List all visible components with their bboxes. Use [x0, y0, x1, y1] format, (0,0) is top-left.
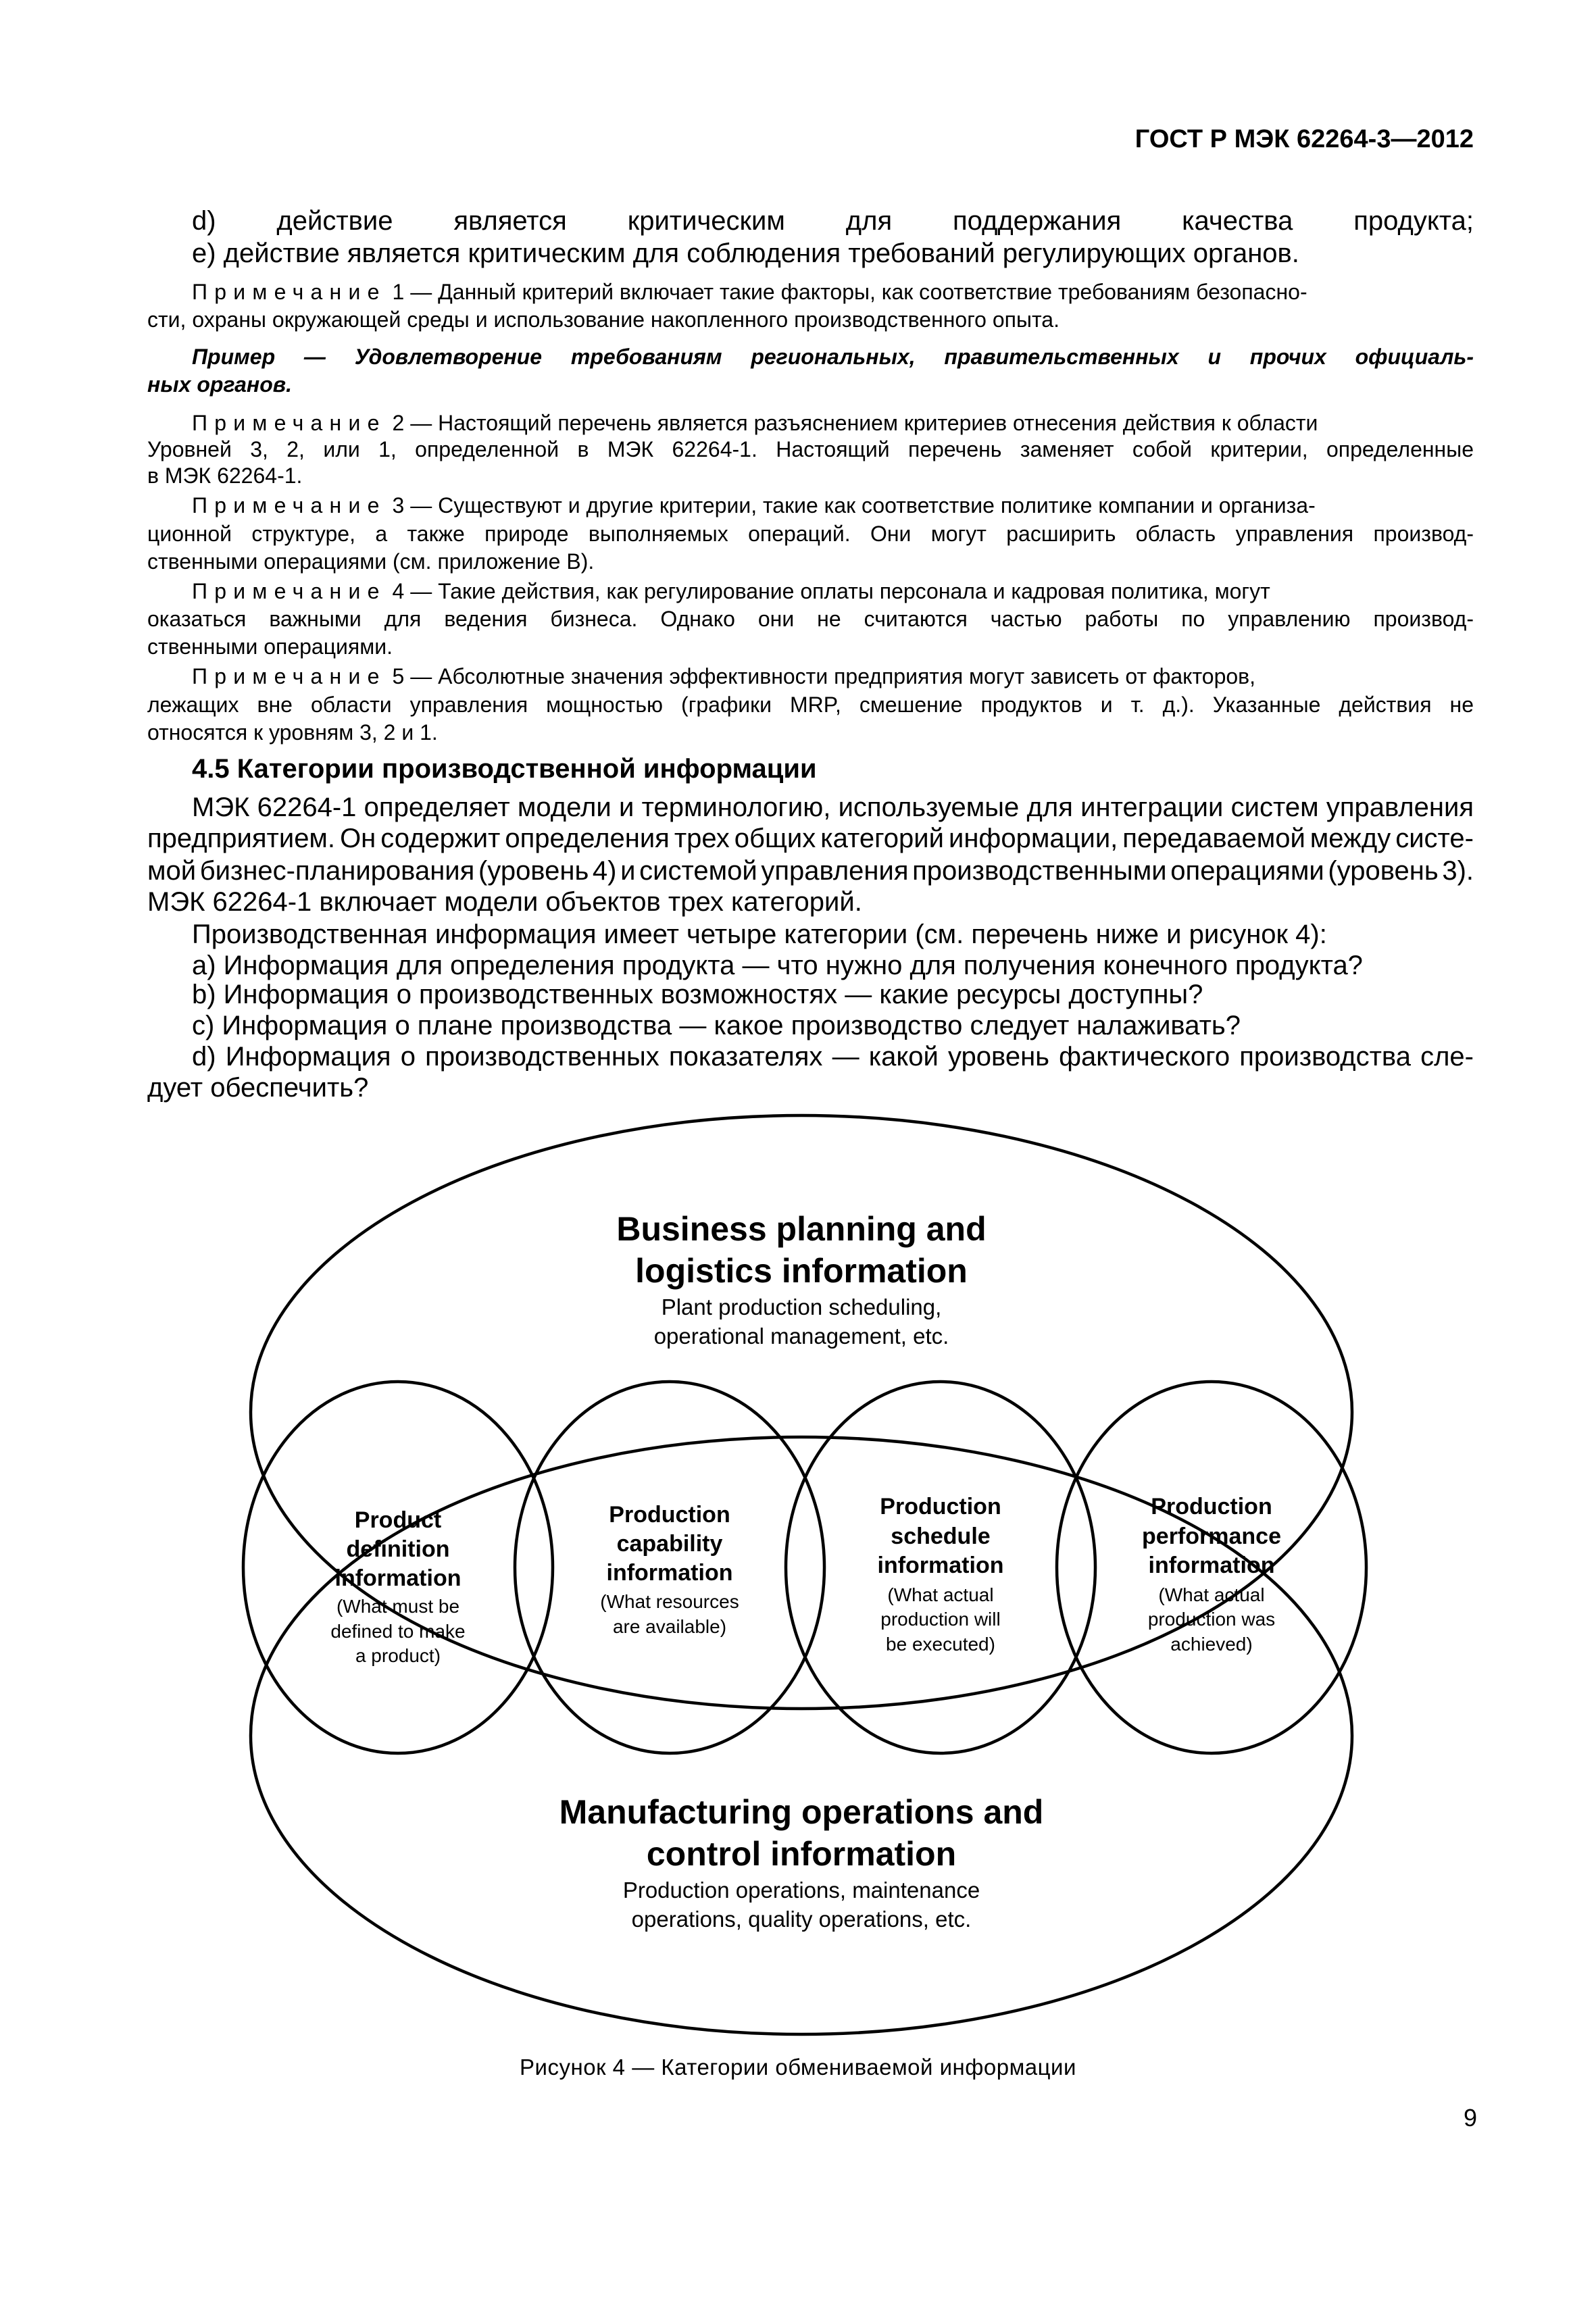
production-capability-title: Production: [609, 1502, 730, 1528]
business-title: logistics information: [635, 1252, 968, 1290]
note-4-line: оказаться важными для ведения бизнеса. Однако они не считаются частью работы по управлению производ-: [147, 607, 1474, 631]
product-definition-desc: (What must be: [336, 1596, 460, 1617]
note-text: 4 — Такие действия, как регулирование оплаты персонала и кадровая политика, могут: [392, 579, 1270, 603]
manufacturing-title: Manufacturing operations and: [559, 1793, 1044, 1831]
note-3-line: ционной структуре, а также природе выполняемых операций. Они могут расширить область управления производ-: [147, 522, 1474, 546]
list-item-e: e) действие является критическим для соблюдения требований регулирующих органов.: [192, 238, 1299, 268]
note-4-line: ственными операциями.: [147, 634, 393, 659]
production-schedule-desc: (What actual: [887, 1584, 994, 1605]
manufacturing-title: control information: [646, 1835, 957, 1873]
document-code-header: ГОСТ Р МЭК 62264-3—2012: [1134, 125, 1474, 153]
example-line: Пример — Удовлетворение требованиям региональных, правительственных и прочих официаль-: [192, 345, 1474, 369]
manufacturing-subtitle: operations, quality operations, etc.: [631, 1907, 972, 1932]
production-capability-title: information: [606, 1560, 733, 1586]
production-performance-desc: achieved): [1170, 1634, 1253, 1655]
note-text: 3 — Существуют и другие критерии, такие как соответствие политике компании и организа-: [392, 493, 1316, 518]
list-item-c: c) Информация о плане производства — какое производство следует налаживать?: [192, 1011, 1241, 1040]
list-item-d-cont: дует обеспечить?: [147, 1073, 369, 1103]
production-performance-title: Production: [1151, 1494, 1272, 1519]
note-2-line: Уровней 3, 2, или 1, определенной в МЭК 62264-1. Настоящий перечень заменяет собой критерии, определенные: [147, 437, 1474, 461]
production-performance-desc: (What actual: [1158, 1584, 1265, 1605]
list-item-b: b) Информация о производственных возможностях — какие ресурсы доступны?: [192, 980, 1203, 1009]
note-text: 5 — Абсолютные значения эффективности предприятия могут зависеть от факторов,: [392, 664, 1256, 688]
production-performance-title: performance: [1142, 1524, 1281, 1549]
example-line: ных органов.: [147, 372, 292, 397]
product-definition-title: definition: [346, 1536, 450, 1562]
product-definition-desc: defined to make: [330, 1621, 466, 1642]
note-2-line: в МЭК 62264-1.: [147, 463, 303, 488]
paragraph-line: мой бизнес-планирования (уровень 4) и системой управления производственными операциями (уровень 3).: [147, 856, 1474, 886]
business-title: Business planning and: [616, 1210, 987, 1248]
section-heading: 4.5 Категории производственной информации: [192, 754, 817, 784]
manufacturing-subtitle: Production operations, maintenance: [622, 1878, 980, 1903]
production-schedule-desc: production will: [880, 1609, 1001, 1630]
production-capability-desc: are available): [612, 1616, 727, 1637]
note-5-line: лежащих вне области управления мощностью (графики MRP, смешение продуктов и т. д.). Указанные действия не: [147, 693, 1474, 717]
product-definition-title: Product: [354, 1507, 442, 1533]
production-performance-desc: production was: [1147, 1609, 1276, 1630]
note-1-line: сти, охраны окружающей среды и использование накопленного производственного опыта.: [147, 307, 1059, 332]
figure-caption: Рисунок 4 — Категории обмениваемой информации: [520, 2055, 1076, 2080]
list-item-a: a) Информация для определения продукта — что нужно для получения конечного продукта?: [192, 951, 1363, 980]
paragraph-line: предприятием. Он содержит определения трех общих категорий информации, передаваемой между систе-: [147, 824, 1474, 853]
product-definition-desc: a product): [355, 1645, 441, 1666]
note-text: 1 — Данный критерий включает такие факторы, как соответствие требованиям безопасно-: [392, 280, 1307, 304]
production-schedule-title: schedule: [891, 1524, 991, 1549]
note-label: Примечание: [192, 280, 386, 304]
note-label: Примечание: [192, 664, 386, 688]
production-schedule-title: information: [877, 1553, 1004, 1578]
note-label: Примечание: [192, 493, 386, 518]
production-capability-desc: (What resources: [600, 1591, 739, 1612]
list-item-d: d) Информация о производственных показателях — какой уровень фактического производства сле-: [192, 1042, 1474, 1072]
production-performance-title: information: [1148, 1553, 1275, 1578]
note-text: 2 — Настоящий перечень является разъяснением критериев отнесения действия к области: [392, 411, 1318, 435]
paragraph-line: МЭК 62264-1 включает модели объектов трех категорий.: [147, 887, 862, 917]
production-schedule-desc: be executed): [886, 1634, 995, 1655]
note-5-line: относятся к уровням 3, 2 и 1.: [147, 720, 438, 745]
note-label: Примечание: [192, 411, 386, 435]
business-subtitle: operational management, etc.: [653, 1324, 949, 1349]
page-number: 9: [1464, 2104, 1478, 2132]
business-subtitle: Plant production scheduling,: [661, 1294, 942, 1319]
paragraph-line: МЭК 62264-1 определяет модели и терминологию, используемые для интеграции систем управления: [192, 793, 1474, 822]
production-schedule-title: Production: [880, 1494, 1001, 1519]
note-3-line: ственными операциями (см. приложение B).: [147, 549, 595, 574]
paragraph-line: Производственная информация имеет четыре категории (см. перечень ниже и рисунок 4):: [192, 920, 1327, 949]
list-item-d: d) действие является критическим для поддержания качества продукта;: [192, 206, 1474, 236]
product-definition-title: information: [334, 1565, 462, 1591]
note-label: Примечание: [192, 579, 386, 603]
production-capability-title: capability: [616, 1531, 723, 1557]
